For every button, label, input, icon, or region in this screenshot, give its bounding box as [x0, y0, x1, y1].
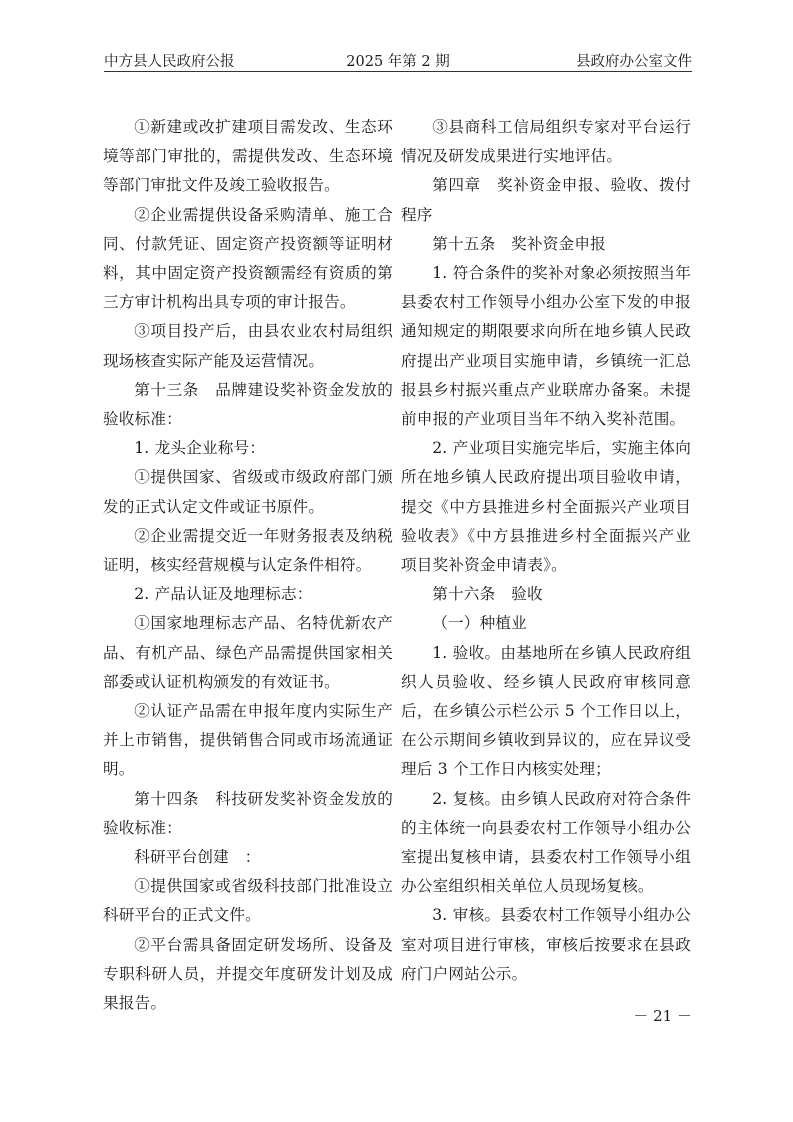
article-heading: 第十四条 科技研发奖补资金发放的验收标准：	[103, 789, 393, 837]
paragraph: 1. 龙头企业称号：	[134, 439, 266, 458]
paragraph: ②认证产品需在申报年度内实际生产并上市销售，提供销售合同或市场流通证明。	[103, 702, 393, 779]
paragraph: 科研平台创建 ：	[134, 848, 261, 867]
header-section: 县政府办公室文件	[576, 54, 692, 70]
paragraph: 1. 符合条件的奖补对象必须按照当年县委农村工作领导小组办公室下发的申报通知规定的期限要求向所在地乡镇人民政府提出产业项目实施申请，乡镇统一汇总报县乡村振兴重点产业联席办备案。未提前申报的产业项目当年不纳入奖补范围。	[401, 264, 691, 429]
paragraph: ②企业需提供设备采购清单、施工合同、付款凭证、固定资产投资额等证明材料，其中固定资产投资额需经有资质的第三方审计机构出具专项的审计报告。	[103, 205, 393, 312]
paragraph: ②企业需提交近一年财务报表及纳税证明，核实经营规模与认定条件相符。	[103, 526, 393, 575]
paragraph: ①新建或改扩建项目需发改、生态环境等部门审批的，需提供发改、生态环境等部门审批文件及竣工验收报告。	[103, 118, 393, 195]
paragraph: ②平台需具备固定研发场所、设备及专职科研人员，并提交年度研发计划及成果报告。	[103, 935, 393, 1013]
paragraph: ③项目投产后，由县农业农村局组织现场核查实际产能及运营情况。	[103, 322, 393, 370]
paragraph: ①国家地理标志产品、名特优新农产品、有机产品、绿色产品需提供国家相关部委或认证机构颁发的有效证书。	[103, 614, 393, 691]
header-divider	[104, 71, 692, 72]
paragraph: 2. 产品认证及地理标志：	[134, 585, 313, 604]
article-heading: 第十六条 验收	[432, 585, 543, 604]
article-heading: 第十三条 品牌建设奖补资金发放的验收标准：	[103, 380, 393, 429]
header-issue: 2025 年第 2 期	[346, 54, 450, 70]
header-publication-title: 中方县人民政府公报	[104, 54, 235, 70]
paragraph: ③县商科工信局组织专家对平台运行情况及研发成果进行实地评估。	[401, 118, 691, 166]
paragraph: 1. 验收。由基地所在乡镇人民政府组织人员验收、经乡镇人民政府审核同意后，在乡镇公示栏公示 5 个工作日以上，在公示期间乡镇收到异议的，应在异议受理后 3 个工作日内核实处理；	[401, 643, 691, 779]
paragraph: 3. 审核。县委农村工作领导小组办公室对项目进行审核，审核后按要求在县政府门户网站公示。	[401, 906, 691, 983]
left-column	[103, 113, 393, 1018]
page-header	[104, 48, 692, 70]
article-heading: 第十五条 奖补资金申报	[432, 234, 606, 253]
page-number: － 21 －	[633, 1007, 692, 1025]
paragraph: 2. 产业项目实施完毕后，实施主体向所在地乡镇人民政府提出项目验收申请，提交《中方县推进乡村全面振兴产业项目验收表》《中方县推进乡村全面振兴产业项目奖补资金申请表》。	[401, 439, 691, 575]
chapter-heading: 第四章 奖补资金申报、验收、拨付程序	[401, 176, 691, 224]
paragraph: 2. 复核。由乡镇人民政府对符合条件的主体统一向县委农村工作领导小组办公室提出复核申请，县委农村工作领导小组办公室组织相关单位人员现场复核。	[401, 789, 691, 896]
section-heading: （一）种植业	[432, 614, 527, 633]
paragraph: ①提供国家、省级或市级政府部门颁发的正式认定文件或证书原件。	[103, 468, 393, 516]
paragraph: ①提供国家或省级科技部门批准设立科研平台的正式文件。	[103, 877, 393, 925]
right-column	[401, 113, 691, 989]
